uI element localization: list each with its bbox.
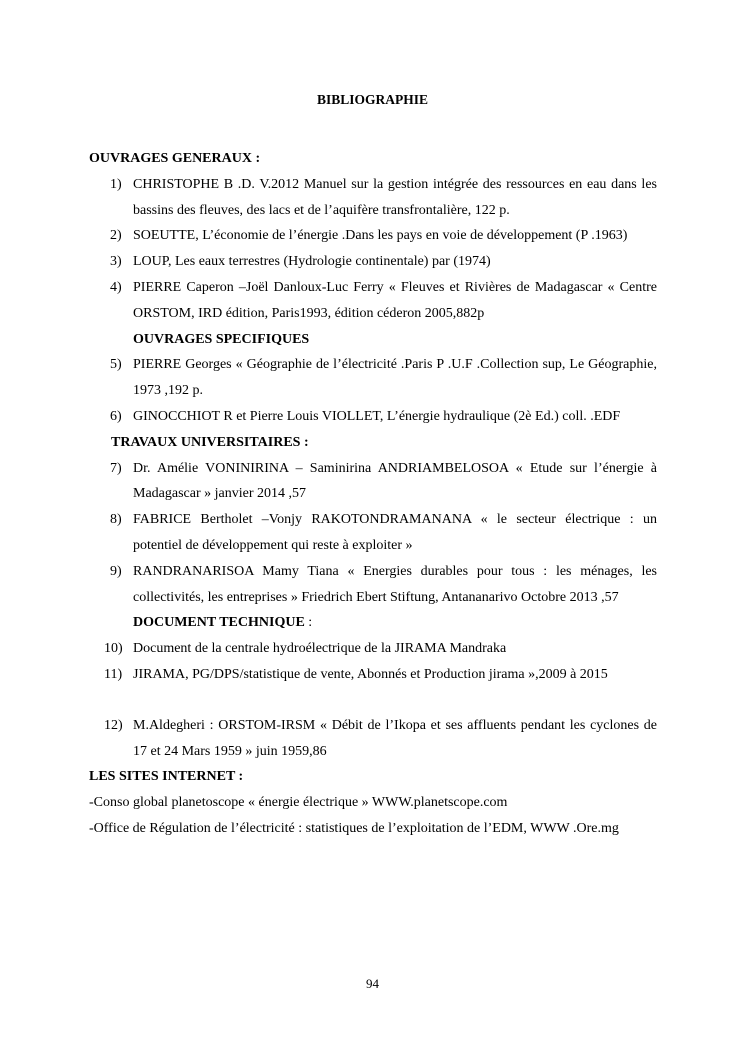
- heading-general-works: OUVRAGES GENERAUX :: [89, 151, 261, 166]
- reference-item: [89, 662, 657, 688]
- reference-item: [89, 456, 657, 508]
- reference-item: [89, 352, 657, 404]
- reference-text: LOUP, Les eaux terrestres (Hydrologie continentale) par (1974): [133, 254, 491, 270]
- reference-item: [89, 404, 657, 430]
- technical-heading-text: DOCUMENT TECHNIQUE: [133, 615, 305, 631]
- page-number: 94: [366, 976, 379, 991]
- reference-number: 3): [110, 254, 122, 270]
- reference-number: 5): [110, 357, 122, 373]
- reference-text: SOEUTTE, L’économie de l’énergie .Dans les pays en voie de développement (P .1963): [133, 228, 628, 244]
- reference-item: [89, 636, 657, 662]
- reference-item: [89, 507, 657, 559]
- website-line: -Office de Régulation de l’électricité : statistiques de l’exploitation de l’EDM, WWW .Ore.mg: [89, 820, 619, 836]
- reference-text: PIERRE Georges « Géographie de l’électricité .Paris P .U.F .Collection sup, Le Géographie, 1973 ,192 p.: [133, 357, 657, 399]
- reference-number: 1): [110, 176, 122, 192]
- reference-number: 6): [110, 408, 122, 424]
- page-title: BIBLIOGRAPHIE: [316, 92, 429, 107]
- reference-number: 11): [104, 666, 123, 682]
- reference-number: 7): [110, 460, 122, 476]
- reference-text: RANDRANARISOA Mamy Tiana « Energies durables pour tous : les ménages, les collectivités, les entreprises » Friedrich Ebert Stiftung, Antananarivo Octobre 2013 ,57: [133, 563, 657, 605]
- reference-item: [89, 559, 657, 611]
- reference-text: GINOCCHIOT R et Pierre Louis VIOLLET, L’énergie hydraulique (2è Ed.) coll. .EDF: [133, 408, 621, 424]
- heading-websites: LES SITES INTERNET :: [89, 769, 244, 785]
- reference-number: 9): [110, 563, 122, 579]
- reference-number: 4): [110, 279, 122, 295]
- heading-technical-document: [133, 610, 657, 636]
- technical-heading-colon: :: [304, 615, 313, 631]
- reference-number: 8): [110, 512, 122, 528]
- reference-item: [89, 172, 657, 224]
- specific-works-list: [89, 352, 657, 429]
- technical-document-list: [89, 636, 657, 764]
- reference-number: 2): [110, 228, 122, 244]
- reference-text: JIRAMA, PG/DPS/statistique de vente, Abonnés et Production jirama »,2009 à 2015: [133, 666, 608, 682]
- reference-item: [89, 223, 657, 249]
- reference-item: [89, 713, 657, 765]
- general-works-list: [89, 172, 657, 327]
- reference-text: FABRICE Bertholet –Vonjy RAKOTONDRAMANANA « le secteur électrique : un potentiel de développement qui reste à exploiter »: [133, 512, 657, 553]
- reference-item: [89, 275, 657, 327]
- reference-text: Document de la centrale hydroélectrique de la JIRAMA Mandraka: [133, 641, 507, 657]
- blank-line: [89, 688, 657, 713]
- reference-text: PIERRE Caperon –Joël Danloux-Luc Ferry « Fleuves et Rivières de Madagascar « Centre ORSTOM, IRD édition, Paris1993, édition céderon 2005,882p: [133, 279, 657, 321]
- reference-number: 10): [104, 641, 123, 657]
- reference-text: CHRISTOPHE B .D. V.2012 Manuel sur la gestion intégrée des ressources en eau dans les bassins des fleuves, des lacs et de l’aquifère transfrontalière, 122 p.: [133, 176, 657, 218]
- reference-text: Dr. Amélie VONINIRINA – Saminirina ANDRIAMBELOSOA « Etude sur l’énergie à Madagascar » janvier 2014 ,57: [133, 460, 657, 502]
- reference-text: M.Aldegheri : ORSTOM-IRSM « Débit de l’Ikopa et ses affluents pendant les cyclones de 17 et 24 Mars 1959 » juin 1959,86: [133, 717, 657, 759]
- website-line: -Conso global planetoscope « énergie électrique » WWW.planetscope.com: [89, 795, 508, 811]
- reference-item: [89, 249, 657, 275]
- heading-specific-works: OUVRAGES SPECIFIQUES: [133, 331, 310, 347]
- heading-university-works: TRAVAUX UNIVERSITAIRES :: [111, 434, 309, 450]
- university-works-list: [89, 456, 657, 611]
- bibliography-body: [89, 146, 657, 842]
- reference-number: 12): [104, 717, 123, 733]
